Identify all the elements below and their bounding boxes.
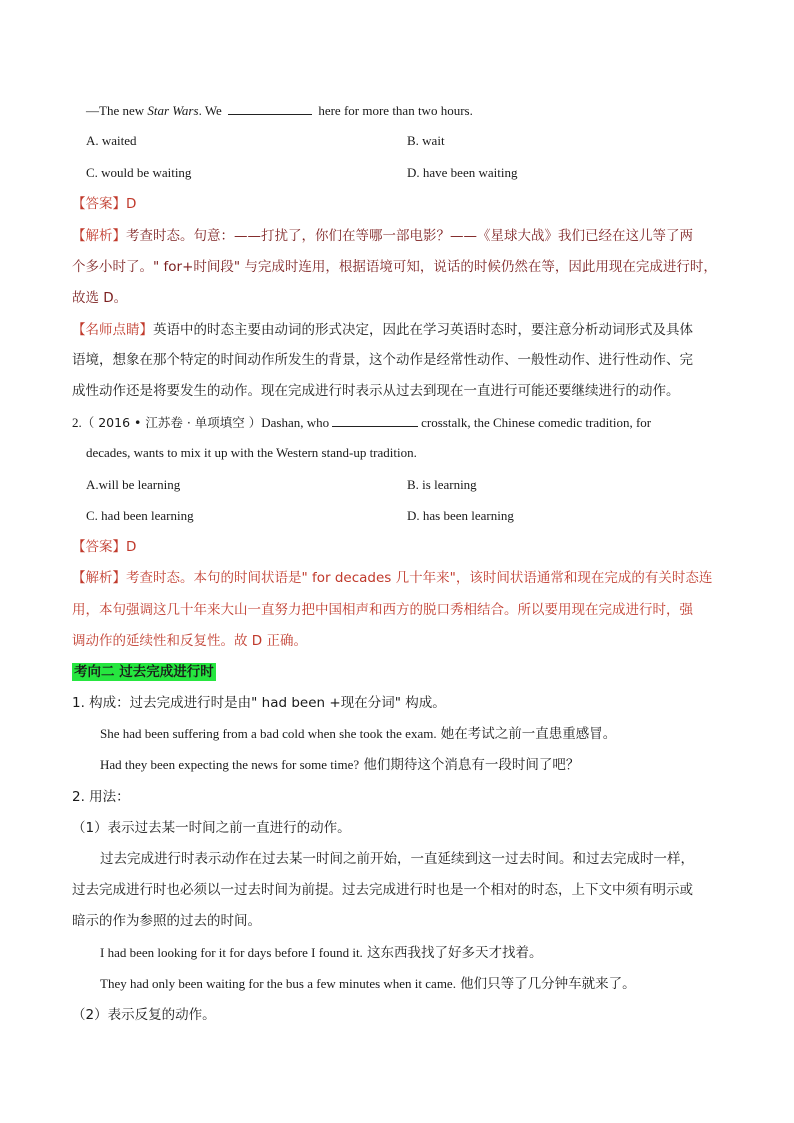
tip-line-3: 成性动作还是将要发生的动作。现在完成进行时表示从过去到现在一直进行可能还要继续进行的动作。 xyxy=(72,383,680,399)
q2-answer-line xyxy=(72,537,136,557)
example-2 xyxy=(100,755,579,776)
stem-title-italic: Star Wars xyxy=(147,103,199,118)
stem-prefix: —The new xyxy=(86,103,148,118)
q2-option-c: C. had been learning xyxy=(86,508,194,523)
analysis-line-1 xyxy=(72,226,693,246)
tip-text: 英语中的时态主要由动词的形式决定，因此在学习英语时态时，要注意分析动词形式及具体 xyxy=(153,322,693,338)
q2-analysis-text: 考查时态。本句的时间状语是" for decades 几十年来"，该时间状语通常和现在完成的有关时态连 xyxy=(126,570,713,586)
tip-line-2: 语境，想象在那个特定的时间动作所发生的背景，这个动作是经常性动作、一般性动作、进行性动作、完 xyxy=(72,352,693,368)
example-1-en: She had been suffering from a bad cold when she took the exam. xyxy=(100,726,437,741)
analysis-line-2: 个多小时了。" for+时间段" 与完成时连用，根据语境可知，说话的时候仍然在等，因此用现在完成进行时， xyxy=(72,259,717,275)
example-4 xyxy=(100,974,636,995)
q2-analysis-line-2: 用，本句强调这几十年来大山一直努力把中国相声和西方的脱口秀相结合。所以要用现在完成进行时，强 xyxy=(72,602,693,618)
option-b: B. wait xyxy=(407,133,445,148)
question-2-line-2: decades, wants to mix it up with the Western stand-up tradition. xyxy=(86,445,417,460)
example-1 xyxy=(100,724,616,745)
example-2-cn: 他们期待这个消息有一段时间了吧？ xyxy=(363,757,580,773)
answer-label: 【答案】 xyxy=(72,196,126,212)
q2-option-a: A.will be learning xyxy=(86,477,181,492)
paragraph-line-3: 暗示的作为参照的过去的时间。 xyxy=(72,913,261,929)
q2-analysis-label: 【解析】 xyxy=(72,570,126,586)
answer-line xyxy=(72,194,136,214)
section-heading-text: 考向二 过去完成进行时 xyxy=(74,664,214,680)
option-a: A. waited xyxy=(86,133,137,148)
option-d: D. have been waiting xyxy=(407,165,518,180)
answer-value: D xyxy=(126,196,137,212)
example-4-cn: 他们只等了几分钟车就来了。 xyxy=(460,976,636,992)
q2-answer-label: 【答案】 xyxy=(72,539,126,555)
item-2-usage: 2. 用法： xyxy=(72,789,130,805)
example-3-en: I had been looking for it for days before I found it. xyxy=(100,945,363,960)
q2-analysis-line-3: 调动作的延续性和反复性。故 D 正确。 xyxy=(72,633,307,649)
section-heading xyxy=(72,662,216,682)
q2-analysis-line-1 xyxy=(72,568,712,588)
q2-option-d: D. has been learning xyxy=(407,508,514,523)
paragraph-line-1: 过去完成进行时表示动作在过去某一时间之前开始，一直延续到这一过去时间。和过去完成时一样， xyxy=(100,851,694,867)
analysis-line-3: 故选 D。 xyxy=(72,290,128,306)
tip-line-1 xyxy=(72,320,693,340)
answer-blank-2 xyxy=(332,412,418,427)
item-1-structure: 1. 构成：过去完成进行时是由" had been +现在分词" 构成。 xyxy=(72,695,446,711)
example-2-en: Had they been expecting the news for some time? xyxy=(100,757,360,772)
tip-label: 【名师点睛】 xyxy=(72,322,153,338)
paragraph-line-2: 过去完成进行时也必须以一过去时间为前提。过去完成进行时也是一个相对的时态，上下文中须有明示或 xyxy=(72,882,693,898)
q2-text-after: crosstalk, the Chinese comedic tradition, for xyxy=(421,415,652,430)
example-3 xyxy=(100,943,542,964)
question-source: （ 2016 • 江苏卷 · 单项填空 ） xyxy=(81,415,262,430)
q2-text-before: Dashan, who xyxy=(261,415,330,430)
stem-mid: . We xyxy=(198,103,226,118)
q2-answer-value: D xyxy=(126,539,137,555)
example-1-cn: 她在考试之前一直患重感冒。 xyxy=(440,726,617,742)
example-4-en: They had only been waiting for the bus a few minutes when it came. xyxy=(100,976,456,991)
analysis-label: 【解析】 xyxy=(72,228,126,244)
q2-option-b: B. is learning xyxy=(407,477,477,492)
question-number: 2. xyxy=(72,415,82,430)
example-3-cn: 这东西我找了好多天才找着。 xyxy=(366,945,543,961)
question-stem xyxy=(86,100,473,121)
question-2-stem xyxy=(72,412,651,433)
analysis-text: 考查时态。句意：——打扰了，你们在等哪一部电影？——《星球大战》我们已经在这儿等了两 xyxy=(126,228,693,244)
sub-item-1: （1）表示过去某一时间之前一直进行的动作。 xyxy=(72,820,351,836)
answer-blank xyxy=(228,100,312,115)
sub-item-2: （2）表示反复的动作。 xyxy=(72,1007,216,1023)
option-c: C. would be waiting xyxy=(86,165,192,180)
stem-suffix: here for more than two hours. xyxy=(315,103,473,118)
